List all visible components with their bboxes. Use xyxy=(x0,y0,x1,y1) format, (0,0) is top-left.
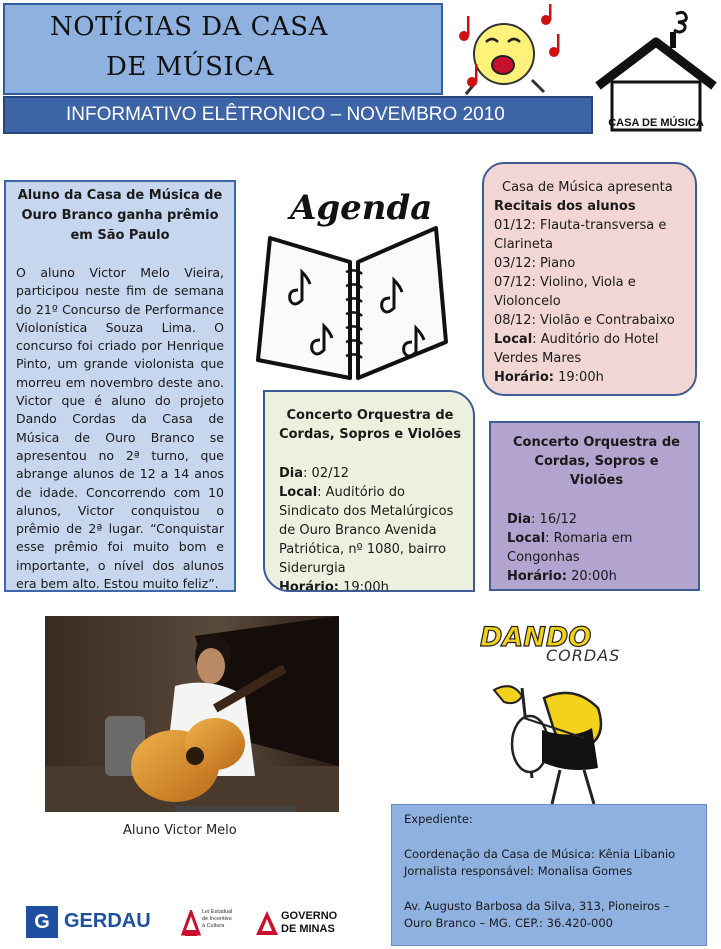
svg-text:CASA DE MÚSICA: CASA DE MÚSICA xyxy=(608,117,704,129)
cartoon-musician-icon xyxy=(484,678,634,808)
cordas-word: CORDAS xyxy=(546,646,621,665)
concert1-date-label: Dia xyxy=(279,466,304,481)
recital-item: 03/12: Piano xyxy=(494,256,576,271)
lei-text-3: à Cultura xyxy=(202,923,225,929)
expediente-address: Av. Augusto Barbosa da Silva, 313, Pioneiros – Ouro Branco – MG. CEP.: 36.420-000 xyxy=(404,898,670,930)
agenda-illustration xyxy=(250,180,476,390)
recitals-heading: Casa de Música apresenta xyxy=(502,180,673,195)
recitals-time-value: 19:00h xyxy=(554,370,604,385)
recital-item: 01/12: Flauta-transversa e Clarineta xyxy=(494,218,667,252)
concert2-panel xyxy=(489,421,700,591)
recital-item: 08/12: Violão e Contrabaixo xyxy=(494,313,675,328)
expediente-heading: Expediente: xyxy=(404,812,473,826)
gerdau-mark: G xyxy=(26,906,58,938)
agenda-label: Agenda xyxy=(290,188,433,228)
expediente-journalist: Jornalista responsável: Monalisa Gomes xyxy=(404,864,633,878)
concert1-local-label: Local xyxy=(279,485,318,500)
singing-face-icon xyxy=(446,2,574,98)
recitals-time-label: Horário: xyxy=(494,370,554,385)
recital-item: 07/12: Violino, Viola e Violoncelo xyxy=(494,275,636,309)
concert1-local-value: : Auditório do Sindicato dos Metalúrgicos de Ouro Branco Avenida Patriótica, nº 1080, bairro Siderurgia xyxy=(279,485,454,576)
dando-word: DANDO xyxy=(480,622,592,653)
lei-incentivo-icon xyxy=(181,910,201,938)
concert1-time-label: Horário: xyxy=(279,580,339,592)
concert2-date-label: Dia xyxy=(507,512,532,527)
gerdau-text: GERDAU xyxy=(64,910,151,932)
expediente-box xyxy=(391,804,707,946)
lei-text-2: de Incentivo xyxy=(202,916,232,922)
governo-minas-logo xyxy=(255,907,338,941)
agenda-book-icon xyxy=(250,220,476,390)
newsletter-subtitle: INFORMATIVO ELÊTRONICO – NOVEMBRO 2010 xyxy=(66,104,505,125)
concert1-date-value: : 02/12 xyxy=(303,466,350,481)
concert2-date-value: : 16/12 xyxy=(531,512,578,527)
newsletter-title-line2: DE MÚSICA xyxy=(106,52,274,82)
concert2-local-value: : Romaria em Congonhas xyxy=(507,531,633,565)
article-title: Aluno da Casa de Música de Ouro Branco ganha prêmio em São Paulo xyxy=(17,188,223,243)
recitals-local-value: : Auditório do Hotel Verdes Mares xyxy=(494,332,659,366)
concert2-local-label: Local xyxy=(507,531,546,546)
concert2-title: Concerto Orquestra de Cordas, Sopros e Violões xyxy=(513,435,680,488)
governo-text-2: DE MINAS xyxy=(281,923,335,935)
recitals-subheading: Recitais dos alunos xyxy=(494,199,636,214)
newsletter-title-line1: NOTÍCIAS DA CASA xyxy=(50,12,328,42)
concert1-time-value: 19:00h xyxy=(339,580,389,592)
article-panel xyxy=(4,180,236,592)
recitals-local-label: Local xyxy=(494,332,533,347)
casa-de-musica-logo xyxy=(594,4,718,136)
article-body: O aluno Victor Melo Vieira, participou neste fim de semana do 21º Concurso de Performance Violonística Souza Lima. O concurso foi criado por Henrique Pinto, um grande violonista que morreu em novembro deste ano. Victor que é aluno do projeto Dando Cordas da Casa de Música de Ouro Branco se apresentou no 2ª turno, que abrange alunos de 12 a 14 anos de idade. Concorrendo com 10 alunos, Victor conquistou o prêmio de 2ª lugar. “Conquistar esse prêmio foi muito bom e importante, o nível dos alunos era bem alto. Estou muito feliz”. xyxy=(16,265,224,592)
governo-text-1: GOVERNO xyxy=(281,910,338,922)
expediente-coordination: Coordenação da Casa de Música: Kênia Libanio xyxy=(404,846,676,861)
student-photo xyxy=(45,616,339,812)
concert2-time-value: 20:00h xyxy=(567,569,617,584)
minas-triangle-icon xyxy=(255,909,279,937)
concert1-title: Concerto Orquestra de Cordas, Sopros e Violões xyxy=(279,408,461,442)
recitals-panel xyxy=(482,162,697,396)
concert1-panel xyxy=(263,390,475,592)
concert2-time-label: Horário: xyxy=(507,569,567,584)
lei-incentivo-logo xyxy=(181,908,239,940)
gerdau-logo xyxy=(26,906,154,940)
photo-caption: Aluno Victor Melo xyxy=(123,823,237,838)
lei-text-1: Lei Estadual xyxy=(202,909,233,915)
dando-cordas-logo xyxy=(478,616,658,816)
